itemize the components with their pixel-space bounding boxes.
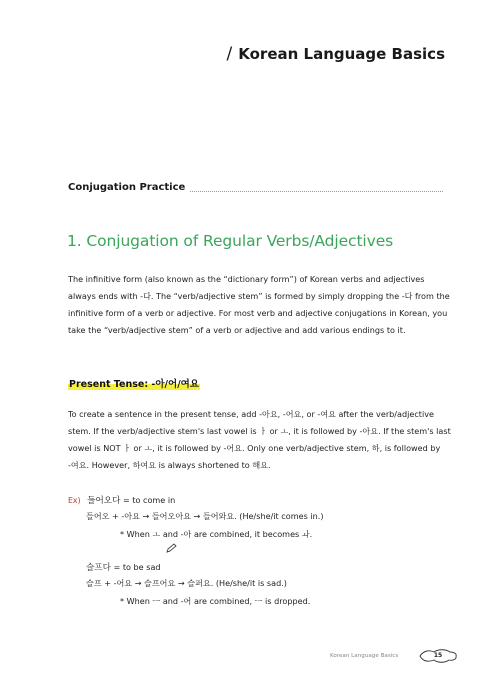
- present-tense-line: stem. If the verb/adjective stem's last vowel is ㅏ or ㅗ, it is followed by -아요. If the stem's last: [68, 426, 451, 436]
- example-1-header: [68, 494, 175, 506]
- header-title: [227, 44, 445, 64]
- example-2-note: * When ㅡ and -어 are combined, ㅡ is dropped.: [120, 596, 311, 606]
- present-tense-line: To create a sentence in the present tense, add -아요, -어요, or -여요 after the verb/adjective: [68, 409, 434, 419]
- present-tense-title: Present Tense: -아/어/여요: [68, 376, 200, 390]
- example-2-formula: 슬프 + -어요 → 슬프어요 → 슬퍼요. (He/she/it is sad.): [86, 578, 287, 588]
- section-label: Conjugation Practice: [68, 182, 186, 193]
- intro-line: take the “verb/adjective stem” of a verb or adjective and add various endings to it.: [68, 325, 406, 335]
- footer-label: Korean Language Basics: [330, 653, 399, 659]
- intro-line: always ends with -다. The “verb/adjective stem” is formed by simply dropping the -다 from the: [68, 291, 450, 301]
- example-1-note: * When ㅗ and -아 are combined, it becomes ㅘ.: [120, 529, 313, 539]
- dotted-leader: [190, 184, 443, 192]
- example-2-header: [86, 561, 161, 573]
- chapter-heading: 1. Conjugation of Regular Verbs/Adjectives: [67, 232, 394, 250]
- slash-decoration: /: [226, 44, 233, 64]
- present-tense-paragraph: [68, 406, 451, 474]
- section-header: [68, 182, 443, 193]
- pencil-icon: [166, 543, 178, 553]
- intro-paragraph: [68, 271, 450, 339]
- example-tag: Ex): [68, 496, 81, 505]
- present-tense-line: -여요. However, 하여요 is always shortened to 해요.: [68, 460, 271, 470]
- intro-line: The infinitive form (also known as the “dictionary form”) of Korean verbs and adjectives: [68, 274, 425, 284]
- page-number: 15: [433, 652, 443, 659]
- example-1-word: 들어오다: [87, 496, 121, 506]
- example-2-definition: = to be sad: [110, 562, 161, 572]
- header-title-text: Korean Language Basics: [238, 45, 445, 63]
- example-1-formula: 들어오 + -아요 → 들어오아요 → 들어와요. (He/she/it comes in.): [86, 511, 324, 521]
- present-tense-line: vowel is NOT ㅏ or ㅗ, it is followed by -어요. Only one verb/adjective stem, 하, is followed by: [68, 443, 441, 453]
- example-1-definition: = to come in: [120, 495, 176, 505]
- intro-line: infinitive form of a verb or adjective. For most verb and adjective conjugations in Korean, you: [68, 308, 448, 318]
- example-2-word: 슬프다: [86, 563, 111, 573]
